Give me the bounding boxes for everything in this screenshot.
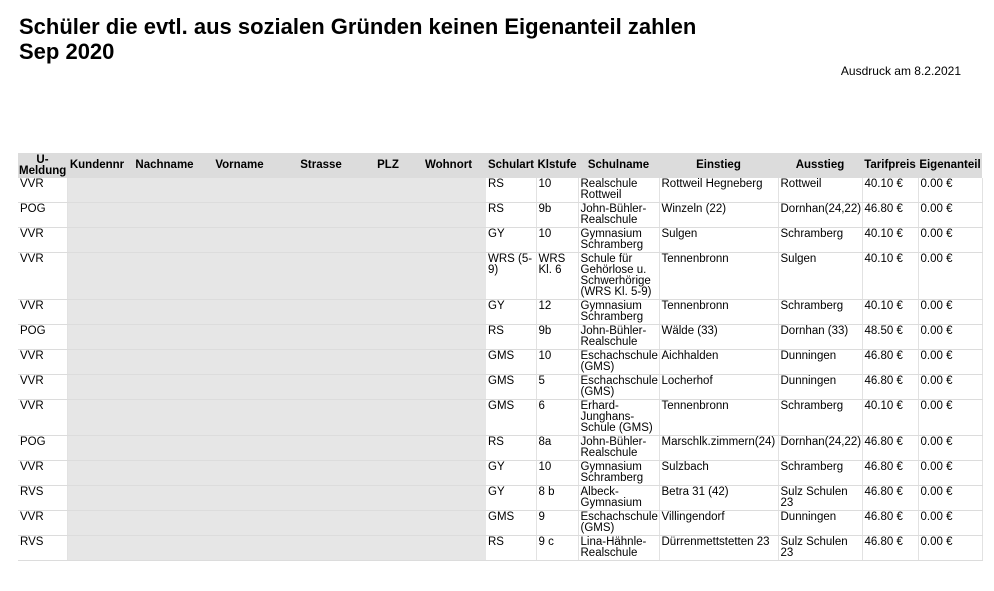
redacted-cell — [202, 436, 277, 461]
klstufe-cell: 12 — [536, 300, 578, 325]
table-row — [18, 350, 982, 375]
column-header: Klstufe — [536, 153, 578, 178]
schulname-cell: John-Bühler-Realschule — [578, 203, 659, 228]
column-header: Nachname — [127, 153, 202, 178]
redacted-cell — [411, 203, 486, 228]
ausstieg-cell: Sulgen — [778, 253, 862, 300]
schulname-cell: Eschachschule (GMS) — [578, 375, 659, 400]
table-row — [18, 375, 982, 400]
eigenanteil-cell: 0.00 € — [918, 300, 982, 325]
tarifpreis-cell: 46.80 € — [862, 375, 918, 400]
redacted-cell — [202, 375, 277, 400]
redacted-cell — [127, 511, 202, 536]
table-row — [18, 461, 982, 486]
redacted-cell — [202, 300, 277, 325]
schulart-cell: RS — [486, 203, 536, 228]
redacted-cell — [411, 228, 486, 253]
redacted-cell — [127, 486, 202, 511]
redacted-cell — [365, 486, 411, 511]
redacted-cell — [67, 228, 127, 253]
schulart-cell: GMS — [486, 400, 536, 436]
klstufe-cell: 6 — [536, 400, 578, 436]
klstufe-cell: 8a — [536, 436, 578, 461]
redacted-cell — [127, 536, 202, 561]
redacted-cell — [202, 400, 277, 436]
einstieg-cell: Aichhalden — [659, 350, 778, 375]
schulart-cell: GY — [486, 300, 536, 325]
einstieg-cell: Tennenbronn — [659, 300, 778, 325]
column-header: Eigenanteil — [918, 153, 982, 178]
einstieg-cell: Tennenbronn — [659, 253, 778, 300]
einstieg-cell: Rottweil Hegneberg — [659, 178, 778, 203]
ausstieg-cell: Schramberg — [778, 300, 862, 325]
column-header: Einstieg — [659, 153, 778, 178]
redacted-cell — [365, 203, 411, 228]
table-row — [18, 325, 982, 350]
redacted-cell — [127, 350, 202, 375]
meldung-cell: VVR — [18, 511, 67, 536]
redacted-cell — [127, 300, 202, 325]
eigenanteil-cell: 0.00 € — [918, 461, 982, 486]
redacted-cell — [365, 350, 411, 375]
redacted-cell — [411, 486, 486, 511]
table-row — [18, 228, 982, 253]
redacted-cell — [202, 325, 277, 350]
redacted-cell — [365, 511, 411, 536]
redacted-cell — [277, 203, 365, 228]
einstieg-cell: Wälde (33) — [659, 325, 778, 350]
einstieg-cell: Sulzbach — [659, 461, 778, 486]
einstieg-cell: Winzeln (22) — [659, 203, 778, 228]
column-header: Vorname — [202, 153, 277, 178]
schulname-cell: Albeck-Gymnasium — [578, 486, 659, 511]
klstufe-cell: 9b — [536, 203, 578, 228]
klstufe-cell: 10 — [536, 178, 578, 203]
eigenanteil-cell: 0.00 € — [918, 375, 982, 400]
einstieg-cell: Sulgen — [659, 228, 778, 253]
report-title: Schüler die evtl. aus sozialen Gründen keinen Eigenanteil zahlen Sep 2020 — [19, 14, 697, 64]
redacted-cell — [411, 253, 486, 300]
schulart-cell: WRS (5-9) — [486, 253, 536, 300]
eigenanteil-cell: 0.00 € — [918, 228, 982, 253]
ausstieg-cell: Dunningen — [778, 350, 862, 375]
schulart-cell: GY — [486, 461, 536, 486]
tarifpreis-cell: 40.10 € — [862, 253, 918, 300]
tarifpreis-cell: 40.10 € — [862, 178, 918, 203]
table-row — [18, 253, 982, 300]
redacted-cell — [411, 325, 486, 350]
table-row — [18, 436, 982, 461]
ausstieg-cell: Rottweil — [778, 178, 862, 203]
schulart-cell: GMS — [486, 350, 536, 375]
redacted-cell — [67, 300, 127, 325]
column-header: Wohnort — [411, 153, 486, 178]
schulname-cell: Erhard-Junghans-Schule (GMS) — [578, 400, 659, 436]
redacted-cell — [277, 228, 365, 253]
redacted-cell — [277, 325, 365, 350]
redacted-cell — [277, 536, 365, 561]
redacted-cell — [202, 203, 277, 228]
einstieg-cell: Locherhof — [659, 375, 778, 400]
redacted-cell — [127, 325, 202, 350]
schulart-cell: RS — [486, 178, 536, 203]
schulname-cell: Schule für Gehörlose u. Schwerhörige (WRS Kl. 5-9) — [578, 253, 659, 300]
schulart-cell: RS — [486, 536, 536, 561]
klstufe-cell: 9 — [536, 511, 578, 536]
klstufe-cell: 10 — [536, 350, 578, 375]
redacted-cell — [365, 300, 411, 325]
redacted-cell — [202, 511, 277, 536]
redacted-cell — [277, 511, 365, 536]
redacted-cell — [202, 228, 277, 253]
redacted-cell — [411, 536, 486, 561]
einstieg-cell: Tennenbronn — [659, 400, 778, 436]
schulname-cell: Gymnasium Schramberg — [578, 228, 659, 253]
tarifpreis-cell: 46.80 € — [862, 486, 918, 511]
column-header: Schulart — [486, 153, 536, 178]
redacted-cell — [277, 300, 365, 325]
tarifpreis-cell: 46.80 € — [862, 350, 918, 375]
eigenanteil-cell: 0.00 € — [918, 486, 982, 511]
table-row — [18, 536, 982, 561]
schulname-cell: Gymnasium Schramberg — [578, 300, 659, 325]
tarifpreis-cell: 46.80 € — [862, 203, 918, 228]
ausstieg-cell: Dunningen — [778, 511, 862, 536]
redacted-cell — [411, 300, 486, 325]
eigenanteil-cell: 0.00 € — [918, 350, 982, 375]
schulart-cell: GMS — [486, 375, 536, 400]
tarifpreis-cell: 46.80 € — [862, 461, 918, 486]
redacted-cell — [277, 400, 365, 436]
meldung-cell: POG — [18, 325, 67, 350]
schulart-cell: GMS — [486, 511, 536, 536]
klstufe-cell: WRS Kl. 6 — [536, 253, 578, 300]
meldung-cell: VVR — [18, 228, 67, 253]
schulname-cell: Eschachschule (GMS) — [578, 350, 659, 375]
table-row — [18, 178, 982, 203]
einstieg-cell: Betra 31 (42) — [659, 486, 778, 511]
column-header: Ausstieg — [778, 153, 862, 178]
redacted-cell — [277, 486, 365, 511]
redacted-cell — [67, 486, 127, 511]
redacted-cell — [365, 461, 411, 486]
redacted-cell — [67, 400, 127, 436]
redacted-cell — [67, 461, 127, 486]
eigenanteil-cell: 0.00 € — [918, 203, 982, 228]
table-row — [18, 203, 982, 228]
eigenanteil-cell: 0.00 € — [918, 536, 982, 561]
redacted-cell — [411, 436, 486, 461]
redacted-cell — [202, 461, 277, 486]
meldung-cell: POG — [18, 436, 67, 461]
redacted-cell — [67, 536, 127, 561]
redacted-cell — [127, 400, 202, 436]
tarifpreis-cell: 40.10 € — [862, 228, 918, 253]
eigenanteil-cell: 0.00 € — [918, 325, 982, 350]
redacted-cell — [202, 536, 277, 561]
meldung-cell: VVR — [18, 461, 67, 486]
redacted-cell — [411, 400, 486, 436]
redacted-cell — [365, 400, 411, 436]
redacted-cell — [277, 461, 365, 486]
redacted-cell — [67, 436, 127, 461]
schulname-cell: Lina-Hähnle-Realschule — [578, 536, 659, 561]
redacted-cell — [277, 253, 365, 300]
redacted-cell — [127, 203, 202, 228]
schulname-cell: Eschachschule (GMS) — [578, 511, 659, 536]
tarifpreis-cell: 46.80 € — [862, 511, 918, 536]
meldung-cell: VVR — [18, 178, 67, 203]
redacted-cell — [127, 178, 202, 203]
ausstieg-cell: Sulz Schulen 23 — [778, 486, 862, 511]
redacted-cell — [67, 253, 127, 300]
eigenanteil-cell: 0.00 € — [918, 178, 982, 203]
eigenanteil-cell: 0.00 € — [918, 253, 982, 300]
meldung-cell: POG — [18, 203, 67, 228]
schulart-cell: GY — [486, 486, 536, 511]
klstufe-cell: 9 c — [536, 536, 578, 561]
column-header: Tarifpreis — [862, 153, 918, 178]
meldung-cell: RVS — [18, 486, 67, 511]
schulart-cell: RS — [486, 325, 536, 350]
redacted-cell — [365, 253, 411, 300]
column-header: PLZ — [365, 153, 411, 178]
ausstieg-cell: Dornhan (33) — [778, 325, 862, 350]
redacted-cell — [277, 178, 365, 203]
eigenanteil-cell: 0.00 € — [918, 511, 982, 536]
redacted-cell — [365, 436, 411, 461]
tarifpreis-cell: 46.80 € — [862, 536, 918, 561]
table-header-row — [18, 153, 982, 178]
meldung-cell: VVR — [18, 350, 67, 375]
column-header: Kundennr — [67, 153, 127, 178]
meldung-cell: RVS — [18, 536, 67, 561]
klstufe-cell: 10 — [536, 228, 578, 253]
redacted-cell — [127, 375, 202, 400]
meldung-cell: VVR — [18, 300, 67, 325]
table-body — [18, 178, 982, 561]
schulname-cell: Gymnasium Schramberg — [578, 461, 659, 486]
column-header: U-Meldung — [19, 153, 67, 177]
ausstieg-cell: Dornhan(24,22) — [778, 436, 862, 461]
redacted-cell — [411, 461, 486, 486]
redacted-cell — [365, 325, 411, 350]
redacted-cell — [365, 536, 411, 561]
redacted-cell — [202, 486, 277, 511]
redacted-cell — [67, 325, 127, 350]
table-row — [18, 486, 982, 511]
students-table — [18, 153, 983, 561]
column-header: Strasse — [277, 153, 365, 178]
redacted-cell — [202, 178, 277, 203]
table-row — [18, 400, 982, 436]
redacted-cell — [127, 436, 202, 461]
redacted-cell — [67, 511, 127, 536]
einstieg-cell: Villingendorf — [659, 511, 778, 536]
table-row — [18, 300, 982, 325]
column-header: Schulname — [578, 153, 659, 178]
eigenanteil-cell: 0.00 € — [918, 400, 982, 436]
redacted-cell — [202, 350, 277, 375]
redacted-cell — [277, 436, 365, 461]
table-row — [18, 511, 982, 536]
redacted-cell — [67, 178, 127, 203]
eigenanteil-cell: 0.00 € — [918, 436, 982, 461]
redacted-cell — [411, 375, 486, 400]
schulname-cell: John-Bühler-Realschule — [578, 325, 659, 350]
ausstieg-cell: Schramberg — [778, 400, 862, 436]
redacted-cell — [411, 350, 486, 375]
print-date: Ausdruck am 8.2.2021 — [840, 64, 961, 78]
klstufe-cell: 8 b — [536, 486, 578, 511]
redacted-cell — [127, 228, 202, 253]
redacted-cell — [365, 178, 411, 203]
redacted-cell — [277, 350, 365, 375]
schulname-cell: Realschule Rottweil — [578, 178, 659, 203]
tarifpreis-cell: 48.50 € — [862, 325, 918, 350]
einstieg-cell: Marschlk.zimmern(24) — [659, 436, 778, 461]
tarifpreis-cell: 40.10 € — [862, 300, 918, 325]
tarifpreis-cell: 40.10 € — [862, 400, 918, 436]
meldung-cell: VVR — [18, 253, 67, 300]
ausstieg-cell: Sulz Schulen 23 — [778, 536, 862, 561]
redacted-cell — [277, 375, 365, 400]
redacted-cell — [67, 203, 127, 228]
einstieg-cell: Dürrenmettstetten 23 — [659, 536, 778, 561]
redacted-cell — [67, 350, 127, 375]
schulart-cell: RS — [486, 436, 536, 461]
meldung-cell: VVR — [18, 375, 67, 400]
ausstieg-cell: Schramberg — [778, 228, 862, 253]
redacted-cell — [411, 511, 486, 536]
klstufe-cell: 5 — [536, 375, 578, 400]
schulname-cell: John-Bühler-Realschule — [578, 436, 659, 461]
redacted-cell — [365, 228, 411, 253]
tarifpreis-cell: 46.80 € — [862, 436, 918, 461]
redacted-cell — [202, 253, 277, 300]
ausstieg-cell: Schramberg — [778, 461, 862, 486]
klstufe-cell: 9b — [536, 325, 578, 350]
redacted-cell — [365, 375, 411, 400]
ausstieg-cell: Dornhan(24,22) — [778, 203, 862, 228]
redacted-cell — [67, 375, 127, 400]
redacted-cell — [127, 253, 202, 300]
ausstieg-cell: Dunningen — [778, 375, 862, 400]
redacted-cell — [127, 461, 202, 486]
redacted-cell — [411, 178, 486, 203]
klstufe-cell: 10 — [536, 461, 578, 486]
schulart-cell: GY — [486, 228, 536, 253]
meldung-cell: VVR — [18, 400, 67, 436]
